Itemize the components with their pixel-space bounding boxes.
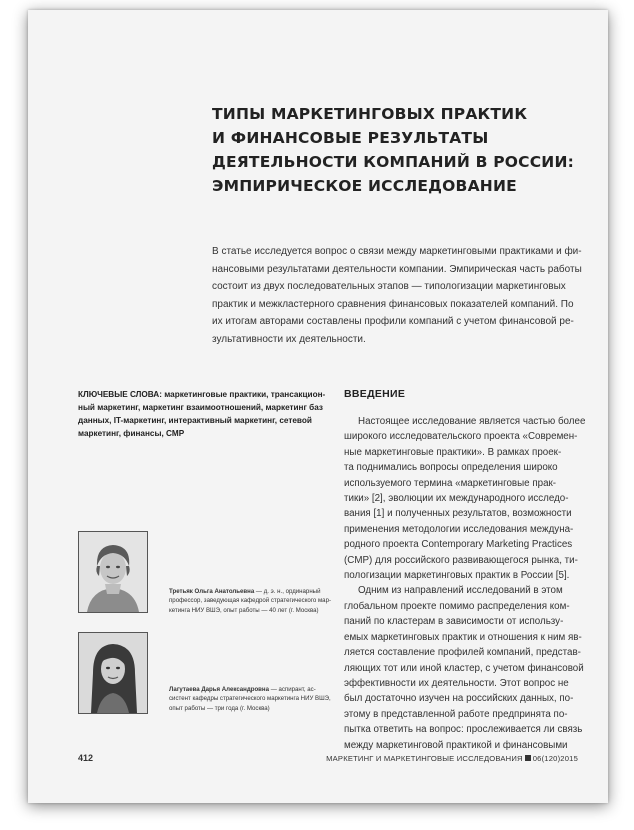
author-info-lagutaeva <box>169 685 334 713</box>
abstract-line: состоит из двух последовательных этапов — типологизации маркетинговых <box>212 281 566 292</box>
square-bullet-icon <box>525 755 531 761</box>
body-line: ляющих тот или иной кластер, с учетом финансовой <box>344 662 584 674</box>
title-line: И ФИНАНСОВЫЕ РЕЗУЛЬТАТЫ <box>212 129 489 147</box>
title-line: ЭМПИРИЧЕСКОЕ ИССЛЕДОВАНИЕ <box>212 177 517 195</box>
title-line: ДЕЯТЕЛЬНОСТИ КОМПАНИЙ В РОССИИ: <box>212 153 575 171</box>
body-line: между маркетинговой практикой и финансовыми <box>344 739 568 751</box>
body-line: Одним из направлений исследований в этом <box>358 585 563 597</box>
author-line: систент кафедры стратегического маркетинга НИУ ВШЭ, <box>169 695 331 703</box>
abstract-line: нансовыми результатами деятельности компании. Эмпирическая часть работы <box>212 263 582 275</box>
abstract-line: В статье исследуется вопрос о связи между маркетинговыми практиками и фи- <box>212 246 582 257</box>
author-photo-tretyak <box>78 531 148 613</box>
author-name: Третьяк Ольга Анатольевна <box>169 588 255 595</box>
author-line <box>169 587 334 596</box>
body-line: пологизации маркетинговых практик в России [5]. <box>344 570 570 582</box>
body-line: ные маркетинговые практики». В рамках проек- <box>344 446 562 458</box>
body-line: вания [1] и полученных результатов, возможности <box>344 508 572 520</box>
author-line: опыт работы — три года (г. Москва) <box>169 704 270 712</box>
body-line: глобальном проекте помимо распределения ком- <box>344 600 570 612</box>
author-name: Лагутаева Дарья Александровна <box>169 686 269 693</box>
author-line: кетинга НИУ ВШЭ, опыт работы — 40 лет (г. Москва) <box>169 606 319 614</box>
author-line <box>169 685 334 694</box>
keywords-line: ный маркетинг, маркетинг взаимоотношений, маркетинг баз <box>78 403 323 412</box>
body-line: был достаточно изучен на российских данных, по- <box>344 693 574 705</box>
author-photo-lagutaeva <box>78 632 148 714</box>
author-role: — д. э. н., ординарный <box>254 588 321 595</box>
body-line: применения методологии исследования междуна- <box>344 523 574 535</box>
author-line: профессор, заведующая кафедрой стратегического мар- <box>169 597 331 605</box>
body-line: тики» [2], эволюции их международного исследо- <box>344 493 569 505</box>
article-title <box>212 102 575 198</box>
body-line: паний по кластерам в зависимости от использу- <box>344 616 564 628</box>
body-line: (CMP) для российского развивающегося рынка, ти- <box>344 554 578 566</box>
section-title: ВВЕДЕНИЕ <box>344 388 406 400</box>
body-line: эффективности их деятельности. Этот вопрос не <box>344 677 569 689</box>
body-line: та поднимались вопросы определения широко <box>344 462 558 474</box>
journal-name: МАРКЕТИНГ И МАРКЕТИНГОВЫЕ ИССЛЕДОВАНИЯ <box>326 754 523 763</box>
introduction-text <box>344 414 594 753</box>
abstract-line: зультативности их деятельности. <box>212 333 366 345</box>
body-line: ляется составление профилей компаний, представ- <box>344 647 581 659</box>
body-line: Настоящее исследование является частью более <box>358 416 586 427</box>
body-line: пытка ответить на вопрос: прослеживается ли связь <box>344 724 583 736</box>
abstract <box>212 243 582 348</box>
journal-page <box>28 10 608 803</box>
title-line: ТИПЫ МАРКЕТИНГОВЫХ ПРАКТИК <box>212 105 528 123</box>
body-line: используемого термина «маркетинговые прак- <box>344 477 557 489</box>
keywords-line: данных, IT-маркетинг, интерактивный маркетинг, сетевой <box>78 416 312 425</box>
author-info-tretyak <box>169 587 334 615</box>
abstract-line: их итогам авторами составлены профили компаний с учетом финансовой ре- <box>212 316 574 327</box>
keywords-line: КЛЮЧЕВЫЕ СЛОВА: маркетинговые практики, трансакцион- <box>78 390 326 399</box>
journal-issue: 06(120)2015 <box>532 754 578 763</box>
abstract-line: практик и межкластерного сравнения финансовых показателей компаний. По <box>212 298 574 310</box>
keywords-line: маркетинг, финансы, CMP <box>78 429 185 438</box>
body-line: емых маркетинговых практик и отношения к ним яв- <box>344 631 582 643</box>
keywords <box>78 388 328 440</box>
body-line: родного проекта Contemporary Marketing Practices <box>344 539 573 551</box>
page-number: 412 <box>78 753 94 763</box>
body-line: широкого исследовательского проекта «Современ- <box>344 431 578 443</box>
author-role: — аспирант, ас- <box>269 686 316 693</box>
journal-footer <box>326 754 578 763</box>
body-line: этому в представленной работе предпринята по- <box>344 708 568 720</box>
